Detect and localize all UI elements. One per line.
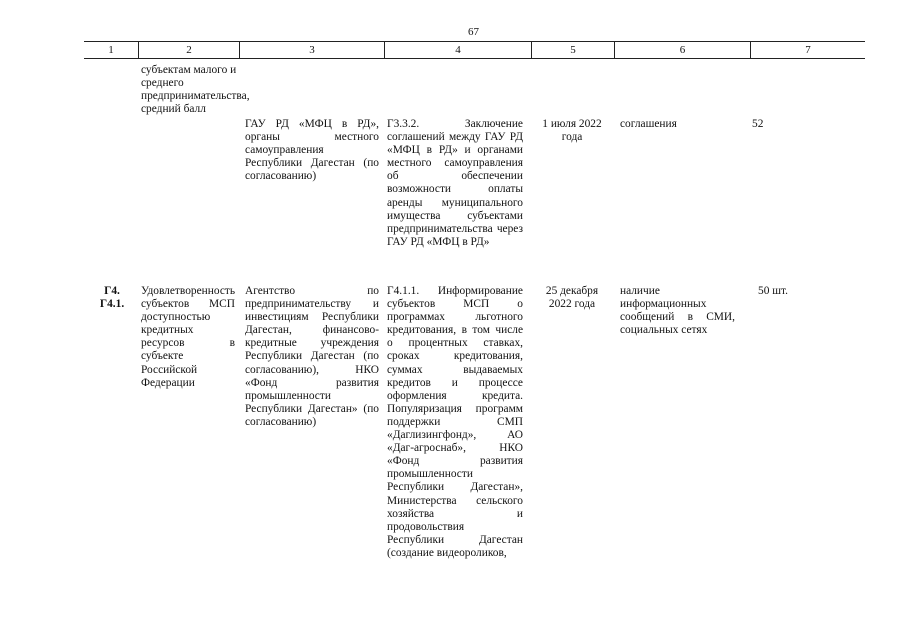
row-b-value: 50 шт. [758, 285, 788, 297]
row-b-deadline: 25 декабря 2022 года [545, 285, 599, 311]
row-b-code-item: Г4.1. [99, 298, 125, 310]
row-a-activity: Г3.3.2. Заключение соглашений между ГАУ РД «МФЦ в РД» и органами местного самоуправления об обеспечении возможности оплаты аренды муниципального имущества субъектами предпринимательства через ГАУ РД «МФЦ в РД» [387, 118, 523, 248]
column-number-7: 7 [805, 44, 811, 56]
row-a-result: соглашения [620, 118, 677, 130]
row-a-value: 52 [752, 118, 764, 130]
column-number-6: 6 [679, 44, 686, 56]
row-a-deadline: 1 июля 2022 года [542, 118, 602, 144]
table-header-row [84, 41, 865, 59]
column-number-5: 5 [570, 44, 576, 56]
row-b-executor: Агентство по предпринимательству и инвестициям Республики Дагестан, финансово-кредитные учреждения Республики Дагестан (по согласованию), НКО «Фонд развития промышленности Республики Дагестан» (по согласованию) [245, 285, 379, 428]
page-number: 67 [468, 26, 479, 38]
column-number-3: 3 [309, 44, 315, 56]
column-number-2: 2 [186, 44, 192, 56]
row-a-executor: ГАУ РД «МФЦ в РД», органы местного самоуправления Республики Дагестан (по согласованию) [245, 118, 379, 183]
column-number-4: 4 [455, 44, 461, 56]
row-b-code-section: Г4. [104, 285, 120, 297]
row-a-indicator-text: субъектам малого и среднего предпринимательства, средний балл [141, 64, 250, 116]
row-b-activity: Г4.1.1. Информирование субъектов МСП о программах льготного кредитования, в том числе о процентных ставках, сроках кредитования, суммах выдаваемых кредитов и процессе оформления кредита. Популяризация программ поддержки СМП «Даглизингфонд», АО «Даг-агроснаб», НКО «Фонд развития промышленности Республики Дагестан», Министерства сельского хозяйства и продовольствия Республики Дагестан (создание видеороликов, [387, 285, 523, 559]
row-b-indicator-text: Удовлетворенность субъектов МСП доступностью кредитных ресурсов в субъекте Российской Федерации [141, 285, 236, 389]
row-b-result: наличие информационных сообщений в СМИ, социальных сетях [620, 285, 735, 337]
column-number-1: 1 [108, 44, 114, 56]
